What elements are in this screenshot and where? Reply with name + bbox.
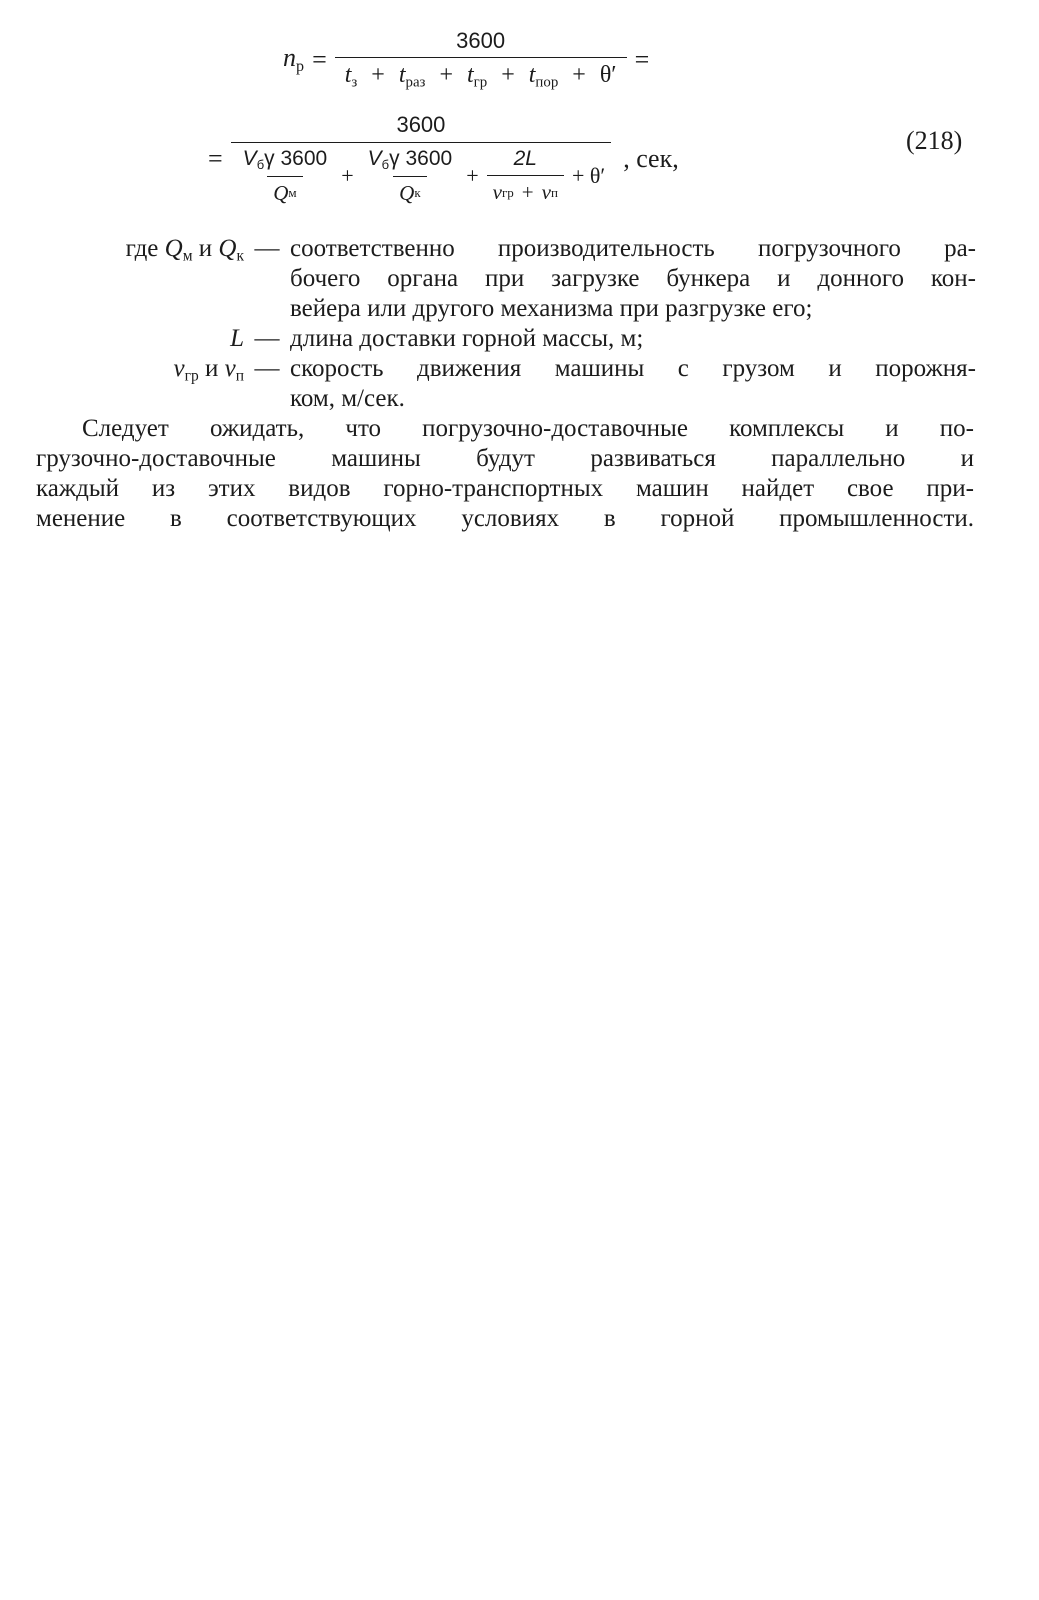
expanded-denominator: $V_б\gamma$ 3600 Q м + $V_б\gamma$ 3600 Q к + 2L v гр + v п + θ′ <box>231 142 612 206</box>
formula-unit: , сек, <box>623 143 679 173</box>
equals-sign: = <box>312 44 327 74</box>
definition-row <box>36 324 976 354</box>
definition-row <box>36 234 976 324</box>
expanded-numerator: 3600 <box>396 112 446 137</box>
definition-row <box>36 354 976 414</box>
formula-lhs: $n_р$ <box>283 43 305 76</box>
unloading-time-fraction: $V_б\gamma$ 3600 Q к <box>367 147 453 205</box>
definition-dash: — <box>254 355 280 382</box>
definition-text: соответственно производительность погрузочного ра- бочего органа при загрузке бункера и донного кон- вейера или другого механизма при разгрузке его; <box>290 235 976 322</box>
formula-line-1 <box>283 28 657 91</box>
definition-term: $v_{гр}$ и $v_п$ <box>173 355 244 385</box>
definition-term: L <box>230 325 244 352</box>
formula-line-2 <box>200 112 679 206</box>
definition-term: где $Q_м$ и $Q_к$ <box>125 235 244 265</box>
definition-dash: — <box>254 325 280 352</box>
equation-number: (218) <box>906 126 963 155</box>
cycle-fraction <box>335 28 627 91</box>
travel-time-fraction: 2L v гр + v п <box>487 147 564 205</box>
expanded-fraction <box>231 112 612 206</box>
definition-text: длина доставки горной массы, м; <box>290 325 644 352</box>
loading-time-fraction: $V_б\gamma$ 3600 Q м <box>242 147 328 205</box>
fraction-numerator: 3600 <box>456 28 506 53</box>
definition-text: скорость движения машины с грузом и порожня- ком, м/сек. <box>290 355 976 412</box>
equals-sign-trailing: = <box>634 44 650 74</box>
body-paragraph: Следует ожидать, что погрузочно-доставочные комплексы и по- грузочно-доставочные машины будут развиваться параллельно и каждый из этих видов горно-транспортных машин найдет свое при- менение в соответствующих условиях в горной промышленности. <box>36 415 974 532</box>
equals-sign-lead: = <box>208 143 223 173</box>
definition-dash: — <box>254 235 280 262</box>
variable-definitions <box>36 234 976 414</box>
fraction-denominator: $t_з + t_{раз} + t_{гр} + t_{пор} + \theta'$ <box>335 57 627 91</box>
